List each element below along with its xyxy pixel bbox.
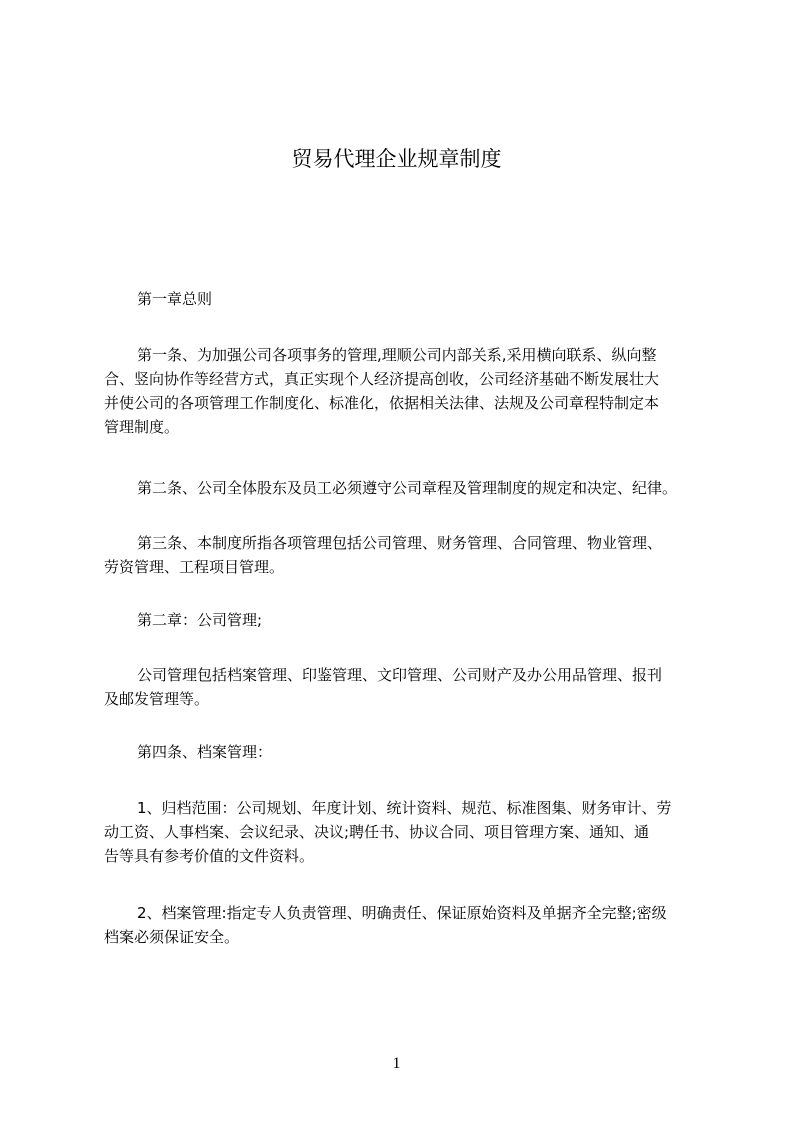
text-line: 第二章：公司管理; [137,611,263,629]
article-2 [104,476,724,500]
text-line: 合、竖向协作等经营方式，真正实现个人经济提高创收，公司经济基础不断发展壮大 [104,370,660,388]
text-line: 档案必须保证安全。 [104,928,240,946]
text-line: 劳资管理、工程项目管理。 [104,558,285,576]
text-line: 2、档案管理:指定专人负责管理、明确责任、保证原始资料及单据齐全完整;密级 [137,904,667,922]
document-title: 贸易代理企业规章制度 [291,147,502,171]
article-1 [104,343,724,439]
article-4 [104,740,724,764]
text-line: 及邮发管理等。 [104,690,210,708]
text-line: 动工资、人事档案、会议纪录、决议;聘任书、协议合同、项目管理方案、通知、通 [104,823,650,841]
text-line: 第一条、为加强公司各项事务的管理,理顺公司内部关系,采用横向联系、纵向整 [137,346,657,364]
archive-management-item [104,901,724,949]
text-line: 第四条、档案管理： [137,743,273,761]
text-line: 第一章总则 [137,290,213,308]
archive-scope-item [104,796,724,868]
text-line: 管理制度。 [104,418,180,436]
text-line: 告等具有参考价值的文件资料。 [104,847,315,865]
text-line: 公司管理包括档案管理、印鉴管理、文印管理、公司财产及办公用品管理、报刊 [137,666,663,684]
text-line: 1、归档范围：公司规划、年度计划、统计资料、规范、标准图集、财务审计、劳 [137,799,672,817]
text-line: 并使公司的各项管理工作制度化、标准化，依据相关法律、法规及公司章程特制定本 [104,394,660,412]
chapter-1-heading [104,287,724,311]
chapter-2-heading [104,608,724,632]
page-number: 1 [392,1055,401,1072]
text-line: 第二条、公司全体股东及员工必须遵守公司章程及管理制度的规定和决定、纪律。 [137,479,678,497]
company-management-paragraph [104,663,724,711]
text-line: 第三条、本制度所指各项管理包括公司管理、财务管理、合同管理、物业管理、 [137,534,663,552]
article-3 [104,531,724,579]
